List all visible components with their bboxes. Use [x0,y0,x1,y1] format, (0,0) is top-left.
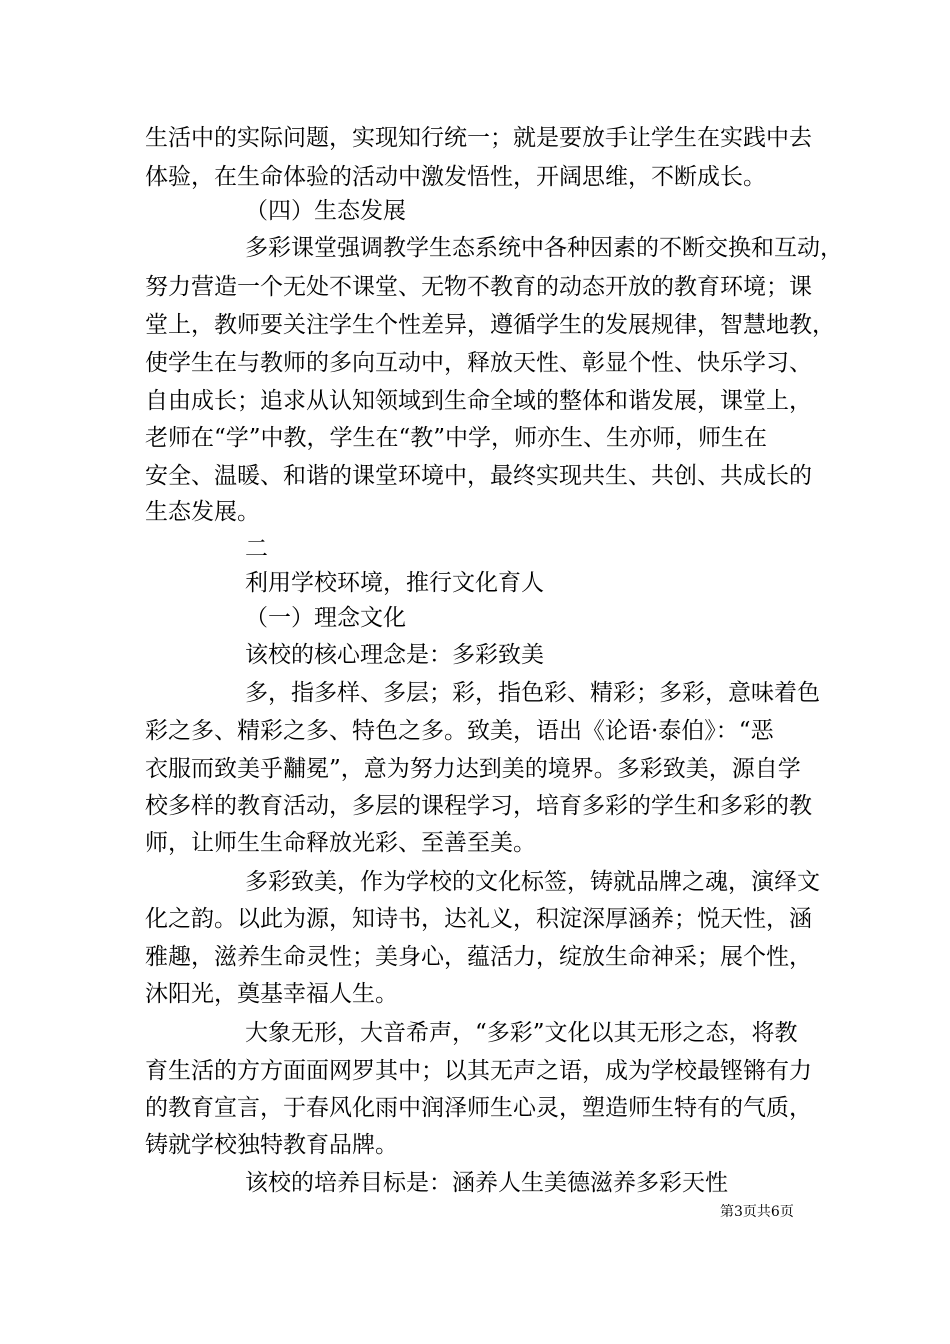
paragraph-line: 多彩致美，作为学校的文化标签，铸就品牌之魂，演绎文 [245,869,820,895]
paragraph-line: 安全、温暖、和谐的课堂环境中，最终实现共生、共创、共成长的 [145,463,812,489]
page-number: 第3页共6页 [720,1204,794,1220]
paragraph-line: 化之韵。以此为源，知诗书，达礼义，积淀深厚涵养；悦天性，涵 [145,906,812,932]
subsection-heading: （一）理念文化 [245,605,406,631]
paragraph-line: 生活中的实际问题，实现知行统一；就是要放手让学生在实践中去 [145,125,812,151]
paragraph-line: 多彩课堂强调教学生态系统中各种因素的不断交换和互动， [245,235,843,261]
paragraph-line: 校多样的教育活动，多层的课程学习，培育多彩的学生和多彩的教 [145,793,812,819]
paragraph-line: 雅趣，滋养生命灵性；美身心，蕴活力，绽放生命神采；展个性， [145,944,812,970]
paragraph-line: 该校的培养目标是：涵养人生美德滋养多彩天性 [245,1170,728,1196]
paragraph-line: 大象无形，大音希声，“多彩”文化以其无形之态，将教 [245,1020,798,1046]
section-heading: 利用学校环境，推行文化育人 [245,570,544,596]
paragraph-line: 该校的核心理念是：多彩致美 [245,642,544,668]
paragraph-line: 生态发展。 [145,499,260,525]
paragraph-line: 努力营造一个无处不课堂、无物不教育的动态开放的教育环境；课 [145,274,812,300]
paragraph-line: 多，指多样、多层；彩，指色彩、精彩；多彩，意味着色 [245,680,820,706]
paragraph-line: 铸就学校独特教育品牌。 [145,1132,398,1158]
paragraph-line: 师，让师生生命释放光彩、至善至美。 [145,830,536,856]
section-heading: （四）生态发展 [245,198,406,224]
paragraph-line: 彩之多、精彩之多、特色之多。致美，语出《论语·泰伯》：“恶 [145,718,774,744]
paragraph-line: 老师在“学”中教，学生在“教”中学，师亦生、生亦师，师生在 [145,425,768,451]
paragraph-line: 使学生在与教师的多向互动中，释放天性、彰显个性、快乐学习、 [145,350,812,376]
paragraph-line: 体验，在生命体验的活动中激发悟性，开阔思维，不断成长。 [145,164,766,190]
section-number: 二 [245,536,268,562]
paragraph-line: 沐阳光，奠基幸福人生。 [145,981,398,1007]
paragraph-line: 的教育宣言，于春风化雨中润泽师生心灵，塑造师生特有的气质， [145,1095,812,1121]
paragraph-line: 育生活的方方面面网罗其中；以其无声之语，成为学校最铿锵有力 [145,1058,812,1084]
paragraph-line: 堂上，教师要关注学生个性差异，遵循学生的发展规律，智慧地教， [145,312,835,338]
paragraph-line: 自由成长；追求从认知领域到生命全域的整体和谐发展，课堂上， [145,388,812,414]
paragraph-line: 衣服而致美乎黼冕”，意为努力达到美的境界。多彩致美，源自学 [145,756,801,782]
